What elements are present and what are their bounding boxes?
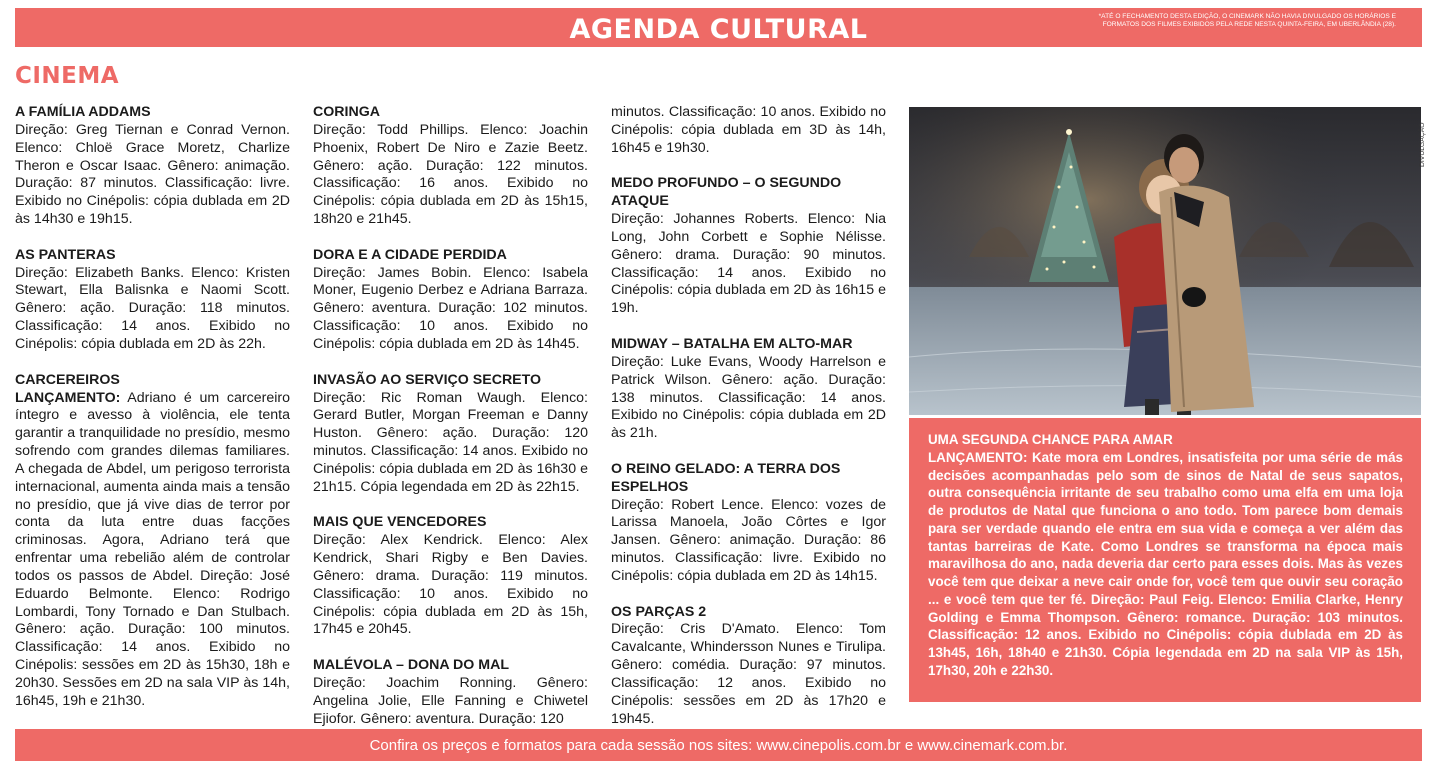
movie-title: CARCEREIROS [15,371,120,388]
movie-title: DORA E A CIDADE PERDIDA [313,246,507,263]
movie-entry [611,461,886,586]
movie-synopsis: Adriano é um carcereiro íntegro e avesso à violência, ele tenta garantir a tranquilidade no presídio, mesmo sofrendo com grandes dilemas familiares. A chegada de Abdel, um perigoso terrorista internacional, aumenta ainda mais a tensão no presídio, que já vive dias de terror por conta da luta entre duas facções criminosas. Agora, Adriano terá que enfrentar uma rebelião além de controlar todos os passos de Abdel. Direção: José Eduardo Belmonte. Elenco: Rodrigo Lombardi, Tony Tornado e Dan Stulbach. Gênero: ação. Duração: 100 minutos. Classificação: 14 anos. Exibido no Cinépolis: sessões em 2D às 15h30, 18h e 20h30. Sessões em 2D na sala VIP às 14h, 16h45, 19h e 21h30. [15,389,290,709]
page-title: AGENDA CULTURAL [569,14,868,45]
movie-title: MALÉVOLA – DONA DO MAL [313,657,509,674]
movie-entry [313,104,588,229]
movie-entry [313,657,588,728]
release-label: LANÇAMENTO: [15,389,121,406]
movie-entry [313,247,588,354]
movie-details: Direção: Elizabeth Banks. Elenco: Kristen Stewart, Ella Balisnka e Naomi Scott. Gênero: ação. Duração: 118 minutos. Classificação: 14 anos. Exibido no Cinépolis: cópia dublada em 2D às 22h. [15,264,290,352]
footer-banner [15,729,1422,761]
photo-credit: DIVULGAÇÃO [1419,122,1426,167]
movie-entry [611,604,886,729]
featured-movie-title: UMA SEGUNDA CHANCE PARA AMAR [928,432,1173,447]
movie-details: Direção: Luke Evans, Woody Harrelson e Patrick Wilson. Gênero: ação. Duração: 138 minutos. Classificação: 14 anos. Exibido no Cinépolis: cópia dublada em 2D às 21h. [611,353,886,442]
movie-details: Direção: Todd Phillips. Elenco: Joachin Phoenix, Robert De Niro e Zazie Beetz. Gênero: ação. Duração: 122 minutos. Classificação: 16 anos. Exibido no Cinépolis: cópia dublada em 2D às 15h15, 18h20 e 21h45. [313,121,588,228]
movie-still-photo [909,107,1421,415]
movie-title: AS PANTERAS [15,246,116,263]
listing-column-2 [313,104,588,729]
movie-title: OS PARÇAS 2 [611,603,707,620]
photo-illustration [909,107,1421,415]
movie-entry [611,336,886,443]
movie-details: Direção: Cris D'Amato. Elenco: Tom Cavalcante, Whindersson Nunes e Tirulipa. Gênero: comédia. Duração: 97 minutos. Classificação: 12 anos. Exibido no Cinépolis: sessões em 2D às 17h20 e 19h45. [611,621,886,727]
movie-entry [313,514,588,639]
movie-title: A FAMÍLIA ADDAMS [15,104,151,120]
movie-entry [15,372,290,711]
footer-text: Confira os preços e formatos para cada sessão nos sites: www.cinepolis.com.br e www.cinemark.com.br. [369,737,1068,754]
movie-details: Direção: Greg Tiernan e Conrad Vernon. Elenco: Chloë Grace Moretz, Charlize Theron e Oscar Isaac. Gênero: animação. Duração: 87 minutos. Classificação: livre. Exibido no Cinépolis: cópia dublada em 2D às 14h30 e 19h15. [15,121,290,228]
movie-entry [611,175,886,318]
movie-details: Direção: Alex Kendrick. Elenco: Alex Kendrick, Shari Rigby e Ben Davies. Gênero: drama. Duração: 119 minutos. Classificação: 10 anos. Exibido no Cinépolis: cópia dublada em 2D às 15h, 17h45 e 20h45. [313,532,588,638]
listing-column-1 [15,104,290,711]
movie-title: O REINO GELADO: A TERRA DOS ESPELHOS [611,460,841,495]
movie-details: Direção: Johannes Roberts. Elenco: Nia Long, John Corbett e Sophie Nélisse. Gênero: drama. Duração: 90 minutos. Classificação: 14 anos. Exibido no Cinépolis: cópia dublada em 2D às 16h15 e 19h. [611,211,886,317]
movie-title: MEDO PROFUNDO – O SEGUNDO ATAQUE [611,175,842,210]
movie-details [15,390,290,711]
release-label: LANÇAMENTO: [928,449,1028,465]
movie-title: INVASÃO AO SERVIÇO SECRETO [313,371,542,388]
featured-movie-synopsis: Kate mora em Londres, insatisfeita por uma série de más decisões acompanhadas pelo som de sinos de Natal de seus sapatos, outra consequência irritante de seu trabalho como uma elfa em uma loja de produtos de Natal que funciona o ano todo. Tom parece bom demais para ser verdade quando ele entra em sua vida e começa a ver além das tantas barreiras de Kate. Como Londres se transforma na época mais maravilhosa do ano, nada deveria dar certo para esses dois. Mas às vezes você tem que deixar a neve cair onde for, você tem que ouvir seu coração ... e você tem que ter fé. Direção: Paul Feig. Elenco: Emilia Clarke, Henry Golding e Emma Thompson. Gênero: romance. Duração: 103 minutos. Classificação: 12 anos. Exibido no Cinépolis: cópia dublada em 2D às 13h45, 16h, 18h40 e 21h30. Cópia legendada em 2D na sala VIP às 15h, 17h30, 20h e 22h30. [928,449,1403,678]
movie-entry [15,247,290,354]
header-note: *ATÉ O FECHAMENTO DESTA EDIÇÃO, O CINEMARK NÃO HAVIA DIVULGADO OS HORÁRIOS E FORMATOS DOS FILMES EXIBIDOS PELA REDE NESTA QUINTA-FEIRA, EM UBERLÂNDIA (28). [1098,13,1396,29]
movie-entry-continued [611,104,886,158]
movie-entry [313,372,588,497]
movie-entry [15,104,290,229]
movie-details: Direção: Joachim Ronning. Gênero: Angelina Jolie, Elle Fanning e Chiwetel Ejiofor. Gênero: aventura. Duração: 120 [313,675,588,727]
movie-details: Direção: James Bobin. Elenco: Isabela Moner, Eugenio Derbez e Adriana Barraza. Gênero: aventura. Duração: 102 minutos. Classificação: 10 anos. Exibido no Cinépolis: cópia dublada em 2D às 14h45. [313,264,588,352]
movie-title: CORINGA [313,104,380,120]
featured-movie-box [909,418,1421,702]
movie-title: MAIS QUE VENCEDORES [313,514,487,531]
movie-title: MIDWAY – BATALHA EM ALTO-MAR [611,335,853,352]
movie-details: Direção: Ric Roman Waugh. Elenco: Gerard Butler, Morgan Freeman e Danny Huston. Gênero: ação. Duração: 120 minutos. Classificação: 14 anos. Exibido no Cinépolis: cópia dublada em 2D às 16h30 e 21h15. Cópia legendada em 2D às 22h15. [313,389,588,495]
featured-movie-details [928,449,1403,680]
section-title: CINEMA [15,63,120,89]
header-banner [15,8,1422,47]
listing-column-3 [611,104,886,729]
movie-details: Direção: Robert Lence. Elenco: vozes de Larissa Manoela, João Côrtes e Igor Jansen. Gênero: animação. Duração: 86 minutos. Classificação: livre. Exibido no Cinépolis: cópia dublada em 2D às 14h15. [611,496,886,584]
movie-details: minutos. Classificação: 10 anos. Exibido no Cinépolis: cópia dublada em 3D às 14h, 16h45 e 19h30. [611,104,886,156]
